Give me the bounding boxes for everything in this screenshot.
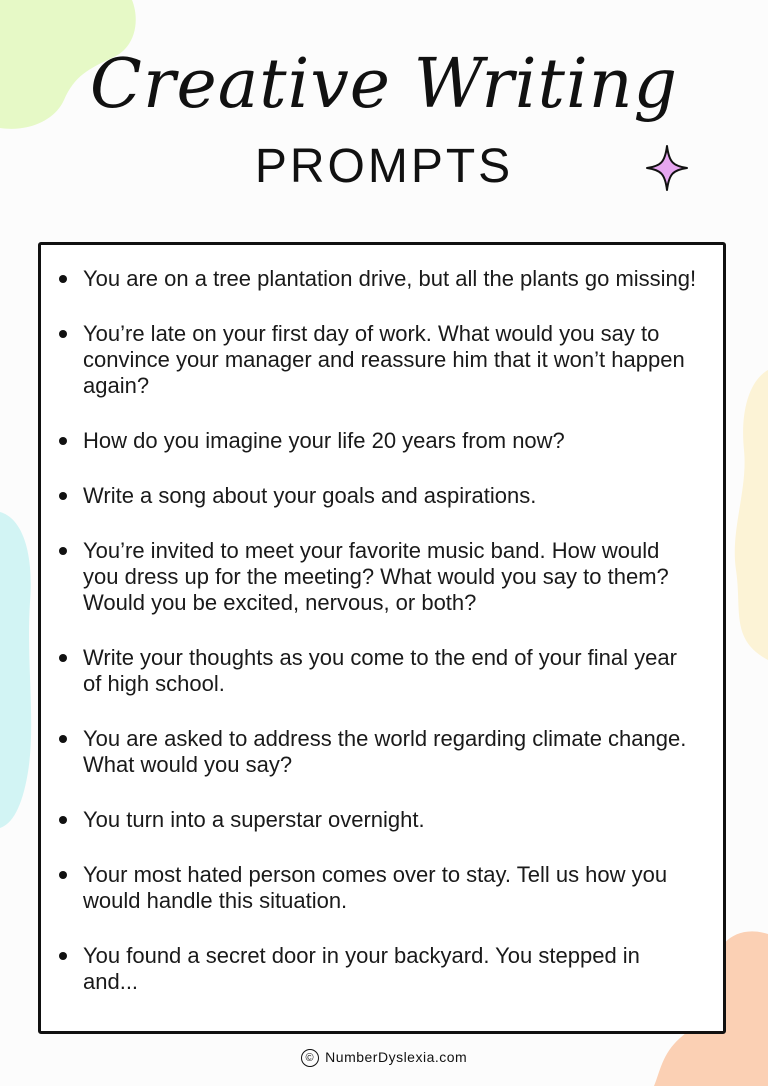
prompt-text: Write your thoughts as you come to the end of your final year of high school. bbox=[83, 645, 677, 696]
prompt-item bbox=[59, 862, 697, 914]
bullet-icon bbox=[59, 654, 67, 662]
copyright-icon: © bbox=[301, 1049, 319, 1067]
prompt-text: Write a song about your goals and aspirations. bbox=[83, 483, 537, 508]
prompt-text: You’re invited to meet your favorite music band. How would you dress up for the meeting? What would you say to them? Would you be excited, nervous, or both? bbox=[83, 538, 669, 615]
prompt-text: You are on a tree plantation drive, but all the plants go missing! bbox=[83, 266, 697, 291]
prompt-text: You found a secret door in your backyard. You stepped in and... bbox=[83, 943, 640, 994]
prompt-item bbox=[59, 483, 697, 509]
page-title: Creative Writing bbox=[89, 45, 679, 124]
bullet-icon bbox=[59, 952, 67, 960]
prompt-item bbox=[59, 266, 697, 292]
prompts-list bbox=[41, 245, 723, 995]
cyan-blob-decoration bbox=[0, 512, 40, 832]
prompt-text: Your most hated person comes over to stay. Tell us how you would handle this situation. bbox=[83, 862, 668, 913]
prompt-item bbox=[59, 538, 697, 616]
prompt-item bbox=[59, 428, 697, 454]
prompt-text: How do you imagine your life 20 years from now? bbox=[83, 428, 565, 453]
bullet-icon bbox=[59, 547, 67, 555]
prompts-card bbox=[38, 242, 726, 1034]
bullet-icon bbox=[59, 735, 67, 743]
yellow-blob-decoration bbox=[720, 370, 768, 670]
prompt-item bbox=[59, 943, 697, 995]
prompt-item bbox=[59, 321, 697, 399]
bullet-icon bbox=[59, 330, 67, 338]
bullet-icon bbox=[59, 437, 67, 445]
bullet-icon bbox=[59, 816, 67, 824]
prompt-text: You turn into a superstar overnight. bbox=[83, 807, 425, 832]
prompt-item bbox=[59, 645, 697, 697]
prompt-item bbox=[59, 807, 697, 833]
prompt-text: You’re late on your first day of work. What would you say to convince your manager and reassure him that it won’t happen again? bbox=[83, 321, 685, 398]
bullet-icon bbox=[59, 275, 67, 283]
bullet-icon bbox=[59, 492, 67, 500]
prompt-text: You are asked to address the world regarding climate change. What would you say? bbox=[83, 726, 687, 777]
bullet-icon bbox=[59, 871, 67, 879]
prompt-item bbox=[59, 726, 697, 778]
footer-credit bbox=[0, 1049, 768, 1067]
sparkle-icon bbox=[645, 144, 689, 192]
page-subtitle: PROMPTS bbox=[254, 140, 514, 193]
footer-site-name: NumberDyslexia.com bbox=[325, 1049, 468, 1065]
